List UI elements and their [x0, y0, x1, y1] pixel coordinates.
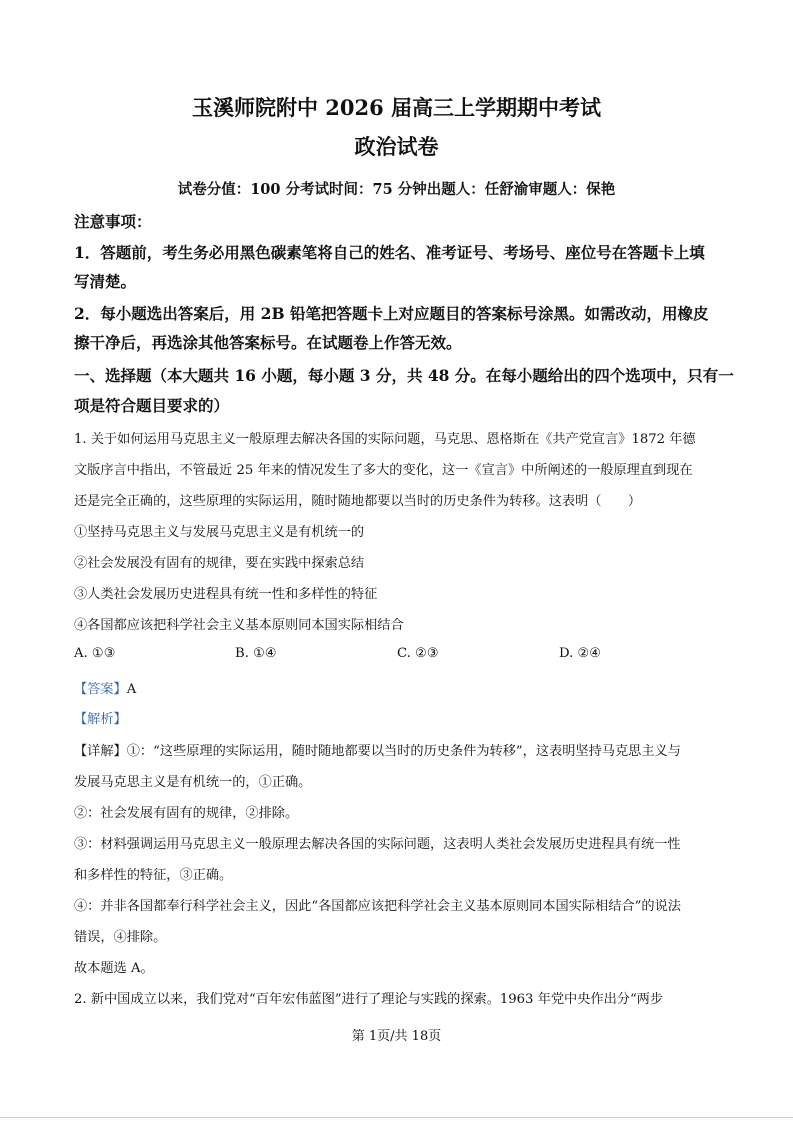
detail-line-7: 错误，④排除。	[74, 930, 167, 945]
conclusion: 故本题选 A。	[74, 961, 154, 976]
page-title: 玉溪师院附中 2026 届高三上学期期中考试	[191, 95, 602, 120]
option-a: A. ①③	[74, 646, 116, 661]
notice-item-2-line-1: 2．每小题选出答案后，用 2B 铅笔把答题卡上对应题目的答案标号涂黑。如需改动，用橡皮	[74, 304, 709, 323]
statement-1: ①坚持马克思主义与发展马克思主义是有机统一的	[74, 525, 365, 540]
section-heading-line-2: 项是符合题目要求的）	[74, 396, 230, 415]
analysis-label: 【解析】	[74, 712, 127, 727]
detail-line-5: 和多样性的特征，③正确。	[74, 868, 233, 883]
option-c: C. ②③	[397, 646, 439, 661]
question-2-stem-line-1: 2. 新中国成立以来，我们党对“百年宏伟蓝图”进行了理论与实践的探索。1963 年党中央作出分“两步	[74, 992, 664, 1007]
answer-value: A	[126, 682, 137, 697]
option-d: D. ②④	[559, 646, 602, 661]
bottom-divider	[0, 1117, 793, 1118]
detail-label: 【详解】	[74, 744, 127, 759]
answer-label: 【答案】	[74, 682, 127, 697]
page-footer: 第 1页/共 18页	[351, 1029, 442, 1044]
detail-line-3: ②：社会发展有固有的规律，②排除。	[74, 806, 299, 821]
statement-2: ②社会发展没有固有的规律，要在实践中探索总结	[74, 556, 365, 571]
page-subtitle: 政治试卷	[354, 134, 439, 159]
detail-line-4: ③：材料强调运用马克思主义一般原理去解决各国的实际问题，这表明人类社会发展历史进程具有统一性	[74, 837, 681, 852]
detail-line-2: 发展马克思主义是有机统一的，①正确。	[74, 775, 312, 790]
answer-line	[74, 678, 136, 697]
exam-meta: 试卷分值：100 分考试时间：75 分钟出题人：任舒渝审题人：保艳	[177, 181, 616, 198]
section-heading-line-1: 一、选择题（本大题共 16 小题，每小题 3 分，共 48 分。在每小题给出的四个选项中，只有一	[74, 366, 734, 385]
question-1-stem-line-1: 1. 关于如何运用马克思主义一般原理去解决各国的实际问题，马克思、恩格斯在《共产党宣言》1872 年德	[74, 432, 696, 447]
detail-line-6: ④：并非各国都奉行科学社会主义，因此“各国都应该把科学社会主义基本原则同本国实际相结合”的说法	[74, 899, 681, 914]
question-1-stem-line-3: 还是完全正确的，这些原理的实际运用，随时随地都要以当时的历史条件为转移。这表明（ ）	[74, 494, 642, 509]
detail-text-1: ①：“这些原理的实际运用，随时随地都要以当时的历史条件为转移”，这表明坚持马克思主义与	[126, 744, 681, 759]
notice-item-2-line-2: 擦干净后，再选涂其他答案标号。在试题卷上作答无效。	[74, 333, 462, 352]
question-1-stem-line-2: 文版序言中指出，不管最近 25 年来的情况发生了多大的变化，这一《宣言》中所阐述的一般原理直到现在	[74, 463, 693, 478]
statement-3: ③人类社会发展历史进程具有统一性和多样性的特征	[74, 587, 378, 602]
detail-line-1	[74, 740, 681, 759]
notice-item-1-line-1: 1．答题前，考生务必用黑色碳素笔将自己的姓名、准考证号、考场号、座位号在答题卡上填	[74, 243, 705, 262]
notice-heading: 注意事项：	[74, 212, 152, 231]
option-b: B. ①④	[235, 646, 277, 661]
statement-4: ④各国都应该把科学社会主义基本原则同本国实际相结合	[74, 618, 404, 633]
notice-item-1-line-2: 写清楚。	[74, 272, 137, 291]
